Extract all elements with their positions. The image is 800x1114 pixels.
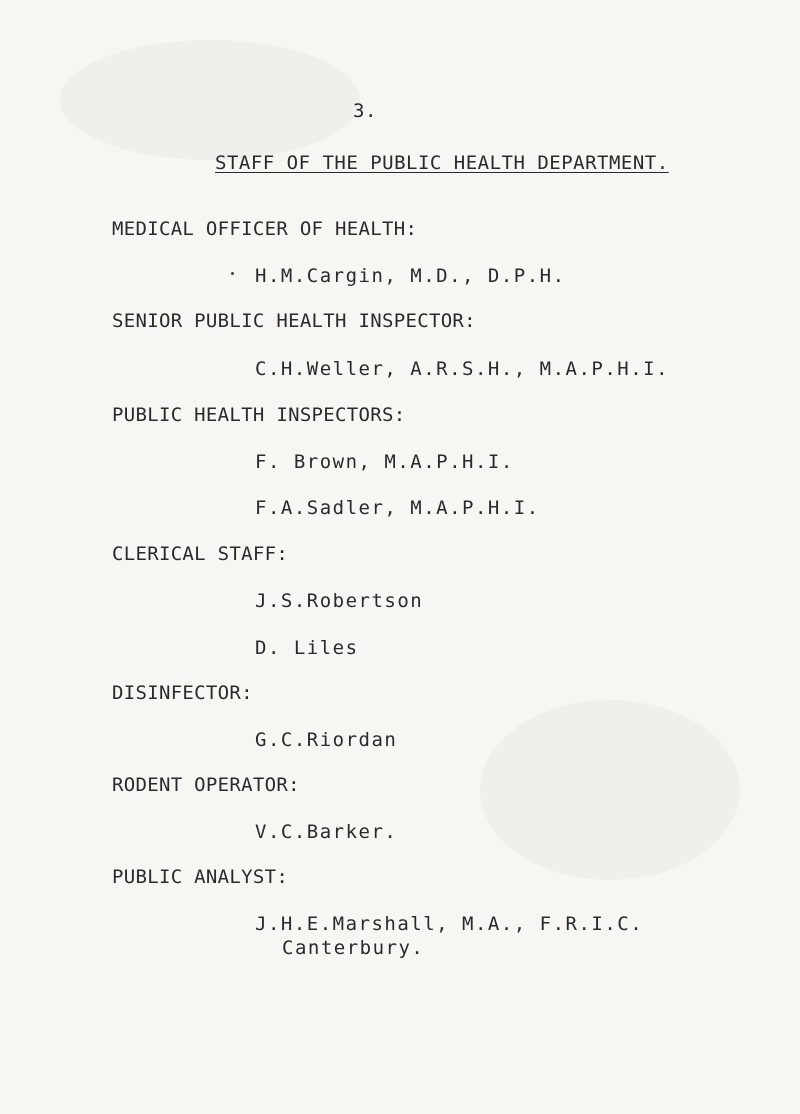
staff-name: F.A.Sadler, M.A.P.H.I.	[255, 497, 540, 519]
section-heading-senior-inspector: SENIOR PUBLIC HEALTH INSPECTOR:	[112, 310, 476, 332]
page-number: 3.	[353, 100, 377, 122]
paper-texture	[60, 40, 360, 160]
section-heading-rodent-operator: RODENT OPERATOR:	[112, 774, 300, 796]
staff-name: V.C.Barker.	[255, 821, 398, 843]
staff-name: C.H.Weller, A.R.S.H., M.A.P.H.I.	[255, 358, 670, 380]
staff-name: H.M.Cargin, M.D., D.P.H.	[255, 265, 566, 287]
bullet-mark	[231, 272, 234, 275]
section-heading-clerical-staff: CLERICAL STAFF:	[112, 543, 289, 565]
staff-name: G.C.Riordan	[255, 729, 398, 751]
staff-name: J.S.Robertson	[255, 590, 424, 612]
staff-name: J.H.E.Marshall, M.A., F.R.I.C.	[255, 913, 644, 935]
staff-name: F. Brown, M.A.P.H.I.	[255, 451, 514, 473]
page-title: STAFF OF THE PUBLIC HEALTH DEPARTMENT.	[215, 152, 669, 174]
section-heading-public-analyst: PUBLIC ANALYST:	[112, 866, 289, 888]
section-heading-inspectors: PUBLIC HEALTH INSPECTORS:	[112, 404, 406, 426]
staff-name: D. Liles	[255, 637, 359, 659]
section-heading-medical-officer: MEDICAL OFFICER OF HEALTH:	[112, 218, 418, 240]
paper-texture	[480, 700, 740, 880]
staff-location: Canterbury.	[282, 937, 425, 959]
section-heading-disinfector: DISINFECTOR:	[112, 682, 253, 704]
